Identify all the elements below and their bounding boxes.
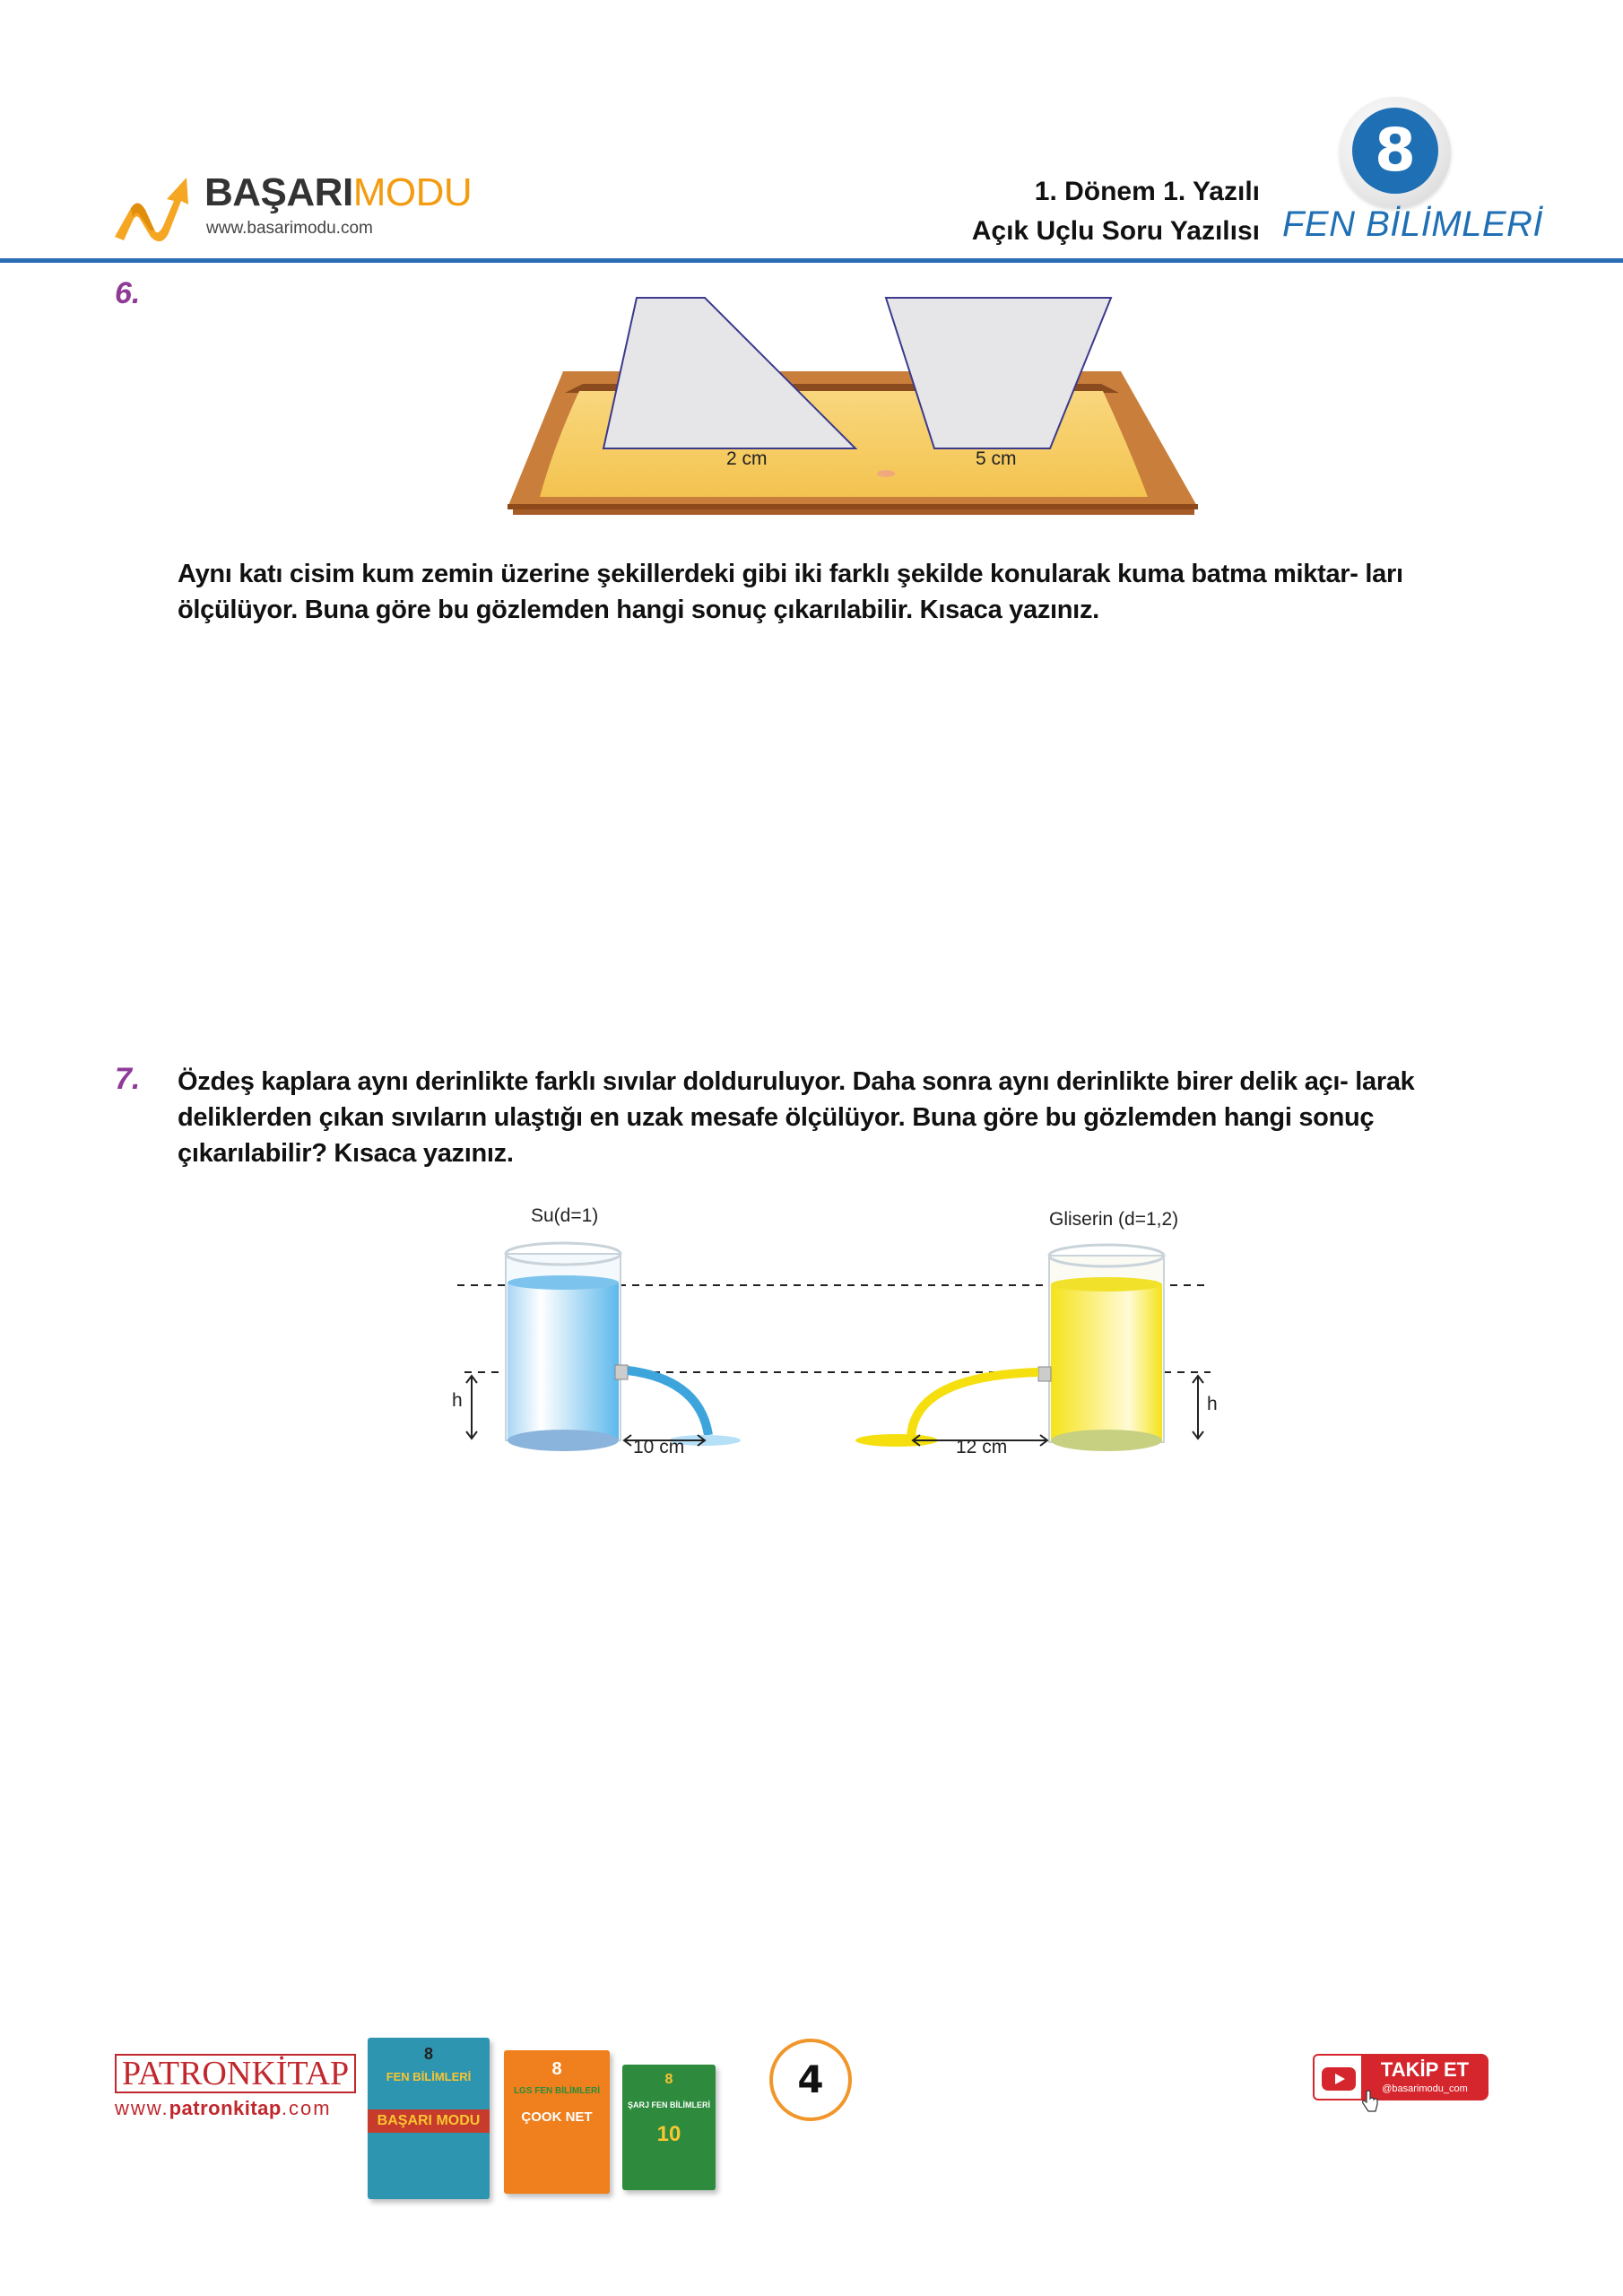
water-distance-label: 10 cm xyxy=(633,1437,685,1457)
question-6-number: 6. xyxy=(115,276,141,310)
follow-label: TAKİP ET xyxy=(1380,2058,1470,2081)
book-cover-sarj xyxy=(622,2065,716,2190)
brand-logo xyxy=(111,169,488,249)
book-title: FEN BİLİMLERİ xyxy=(386,2070,472,2083)
book-cover-cook-net xyxy=(504,2050,610,2194)
book-subtitle: ÇOOK NET xyxy=(521,2109,593,2125)
book-title: ŞARJ FEN BİLİMLERİ xyxy=(627,2100,710,2109)
glycerin-distance-label: 12 cm xyxy=(956,1437,1008,1457)
publisher-url-prefix: www. xyxy=(115,2097,169,2119)
contact-width-left: 2 cm xyxy=(726,448,768,469)
header-divider xyxy=(0,258,1623,263)
book-grade: 8 xyxy=(551,2059,562,2079)
glycerin-label: Gliserin (d=1,2) xyxy=(1049,1209,1179,1230)
publisher-logo xyxy=(115,2054,356,2120)
water-label: Su(d=1) xyxy=(531,1205,599,1226)
liquid-containers-illustration xyxy=(448,1200,1219,1469)
exam-title-line2: Açık Uçlu Soru Yazılısı xyxy=(971,216,1260,246)
sandbox-illustration xyxy=(500,292,1200,517)
subject-title: FEN BİLİMLERİ xyxy=(1282,204,1544,244)
rising-arrow-icon xyxy=(111,174,197,246)
youtube-icon xyxy=(1313,2054,1363,2100)
youtube-follow-button[interactable] xyxy=(1313,2054,1488,2100)
hand-cursor-icon xyxy=(1361,2090,1379,2113)
brand-url: www.basarimodu.com xyxy=(206,219,373,238)
height-label-right: h xyxy=(1207,1394,1218,1414)
brand-name xyxy=(204,170,472,215)
book-grade: 8 xyxy=(664,2072,673,2087)
grade-number: 8 xyxy=(1352,108,1438,194)
book-title: LGS FEN BİLİMLERİ xyxy=(513,2086,601,2096)
exam-title xyxy=(972,172,1260,251)
publisher-url-domain: patronkitap xyxy=(169,2097,282,2119)
brand-name-part2: MODU xyxy=(352,170,473,214)
exam-title-line1: 1. Dönem 1. Yazılı xyxy=(1034,177,1260,206)
question-7-number: 7. xyxy=(115,1062,141,1096)
question-6-text: Aynı katı cisim kum zemin üzerine şekillerdeki gibi iki farklı şekilde konularak kuma batma miktar- ları ölçülüyor. Buna göre bu gözlemden hangi sonuç çıkarılabilir. Kısaca yazınız. xyxy=(178,560,1403,624)
follow-button-body[interactable] xyxy=(1361,2054,1488,2100)
publisher-url-suffix: .com xyxy=(281,2097,332,2119)
height-label-left: h xyxy=(452,1390,463,1411)
publisher-url xyxy=(115,2097,356,2120)
book-grade: 8 xyxy=(423,2045,433,2063)
page-number: 4 xyxy=(769,2039,852,2121)
sandbox-figure xyxy=(500,292,1200,517)
glycerin-container xyxy=(855,1245,1164,1451)
book-cover-basari-modu xyxy=(368,2038,490,2199)
follow-handle: @basarimodu_com xyxy=(1382,2083,1468,2094)
contact-width-right: 5 cm xyxy=(976,448,1017,469)
book-subtitle: BAŞARI MODU xyxy=(368,2109,490,2133)
water-container xyxy=(506,1243,741,1451)
question-7-text: Özdeş kaplara aynı derinlikte farklı sıvılar dolduruluyor. Daha sonra aynı derinlikte birer delik açı- larak deliklerden çıkan sıvıların ulaştığı en uzak mesafe ölçülüyor. Buna göre bu gözlemden hangi sonuç çıkarılabilir? Kısaca yazınız. xyxy=(178,1067,1415,1168)
grade-badge xyxy=(1340,97,1451,208)
book-subtitle: 10 xyxy=(656,2122,681,2146)
liquid-flow-figure xyxy=(448,1200,1219,1469)
publisher-name: PATRONKİTAP xyxy=(115,2054,356,2093)
brand-name-part1: BAŞARI xyxy=(204,170,353,214)
